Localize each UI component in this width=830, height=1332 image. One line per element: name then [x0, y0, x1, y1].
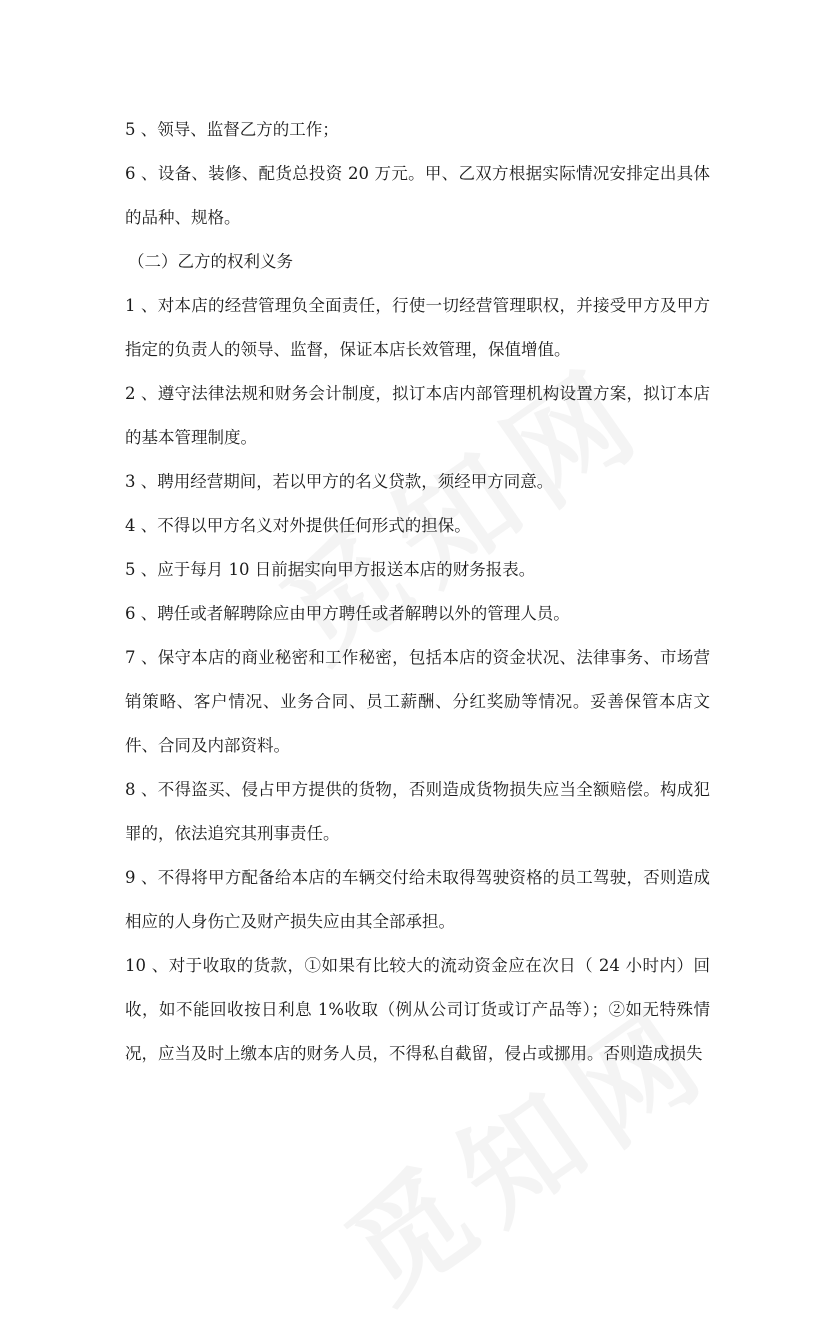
paragraph: 1 、对本店的经营管理负全面责任，行使一切经营管理职权，并接受甲方及甲方指定的负责人的领导、监督，保证本店长效管理，保值增值。	[125, 296, 710, 359]
paragraph: 6 、设备、装修、配货总投资 20 万元。甲、乙双方根据实际情况安排定出具体的品种、规格。	[125, 164, 710, 227]
paragraph: 9 、不得将甲方配备给本店的车辆交付给未取得驾驶资格的员工驾驶，否则造成相应的人身伤亡及财产损失应由其全部承担。	[125, 868, 710, 931]
paragraph: 10 、对于收取的货款，①如果有比较大的流动资金应在次日（ 24 小时内）回收，如不能回收按日利息 1%收取（例从公司订货或订产品等）；②如无特殊情况，应当及时上缴本店的财务人员，不得私自截留，侵占或挪用。否则造成损失	[125, 956, 710, 1063]
paragraph: 8 、不得盗买、侵占甲方提供的货物，否则造成货物损失应当全额赔偿。构成犯罪的，依法追究其刑事责任。	[125, 780, 710, 843]
paragraph: 6 、聘任或者解聘除应由甲方聘任或者解聘以外的管理人员。	[125, 604, 570, 623]
paragraph: 5 、应于每月 10 日前据实向甲方报送本店的财务报表。	[125, 560, 536, 579]
paragraph: 4 、不得以甲方名义对外提供任何形式的担保。	[125, 516, 471, 535]
paragraph: 3 、聘用经营期间，若以甲方的名义贷款，须经甲方同意。	[125, 472, 554, 491]
document-body	[125, 108, 710, 1076]
paragraph: 2 、遵守法律法规和财务会计制度，拟订本店内部管理机构设置方案，拟订本店的基本管理制度。	[125, 384, 710, 447]
paragraph: 5 、领导、监督乙方的工作；	[125, 120, 339, 139]
paragraph: 7 、保守本店的商业秘密和工作秘密，包括本店的资金状况、法律事务、市场营销策略、客户情况、业务合同、员工薪酬、分红奖励等情况。妥善保管本店文件、合同及内部资料。	[125, 648, 710, 755]
section-heading: （二）乙方的权利义务	[128, 252, 293, 271]
